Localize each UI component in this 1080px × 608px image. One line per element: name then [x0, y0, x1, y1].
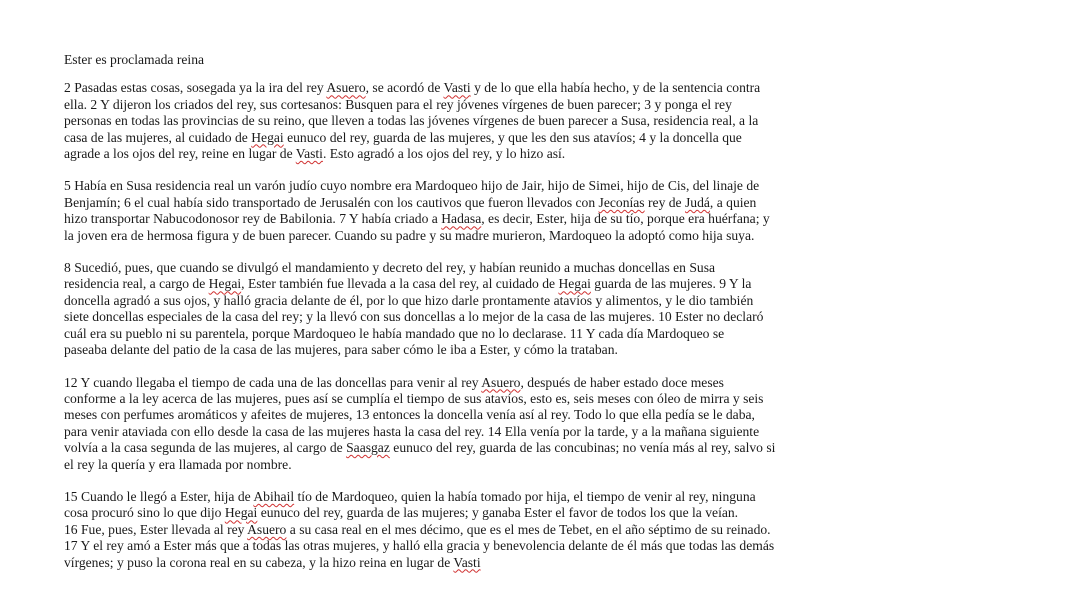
text-line: el rey la quería y era llamada por nombre. [64, 456, 292, 472]
document-body[interactable] [64, 52, 1009, 587]
text-line: 5 Había en Susa residencia real un varón judío cuyo nombre era Mardoqueo hijo de Jair, hijo de Simei, hijo de Cis, del linaje de [64, 178, 760, 194]
spellcheck-flagged-word[interactable]: Hegai [224, 505, 258, 521]
paragraph-list [64, 80, 1009, 571]
text-line: residencia real, a cargo de Hegai, Ester también fue llevada a la casa del rey, al cuidado de Hegai guarda de las mujeres. 9 Y la [64, 276, 752, 292]
text-line: ella. 2 Y dijeron los criados del rey, sus cortesanos: Busquen para el rey jóvenes vírgenes de buen parecer; 3 y ponga el rey [64, 96, 732, 112]
text-line: personas en todas las provincias de su reino, que lleven a todas las jóvenes vírgenes de buen parecer a Susa, residencia real, a la [64, 113, 759, 129]
text-line: vírgenes; y puso la corona real en su cabeza, y la hizo reina en lugar de Vasti [64, 554, 481, 570]
spellcheck-flagged-word[interactable]: Hegai [208, 276, 242, 292]
text-line: para venir ataviada con ello desde la casa de las mujeres hasta la casa del rey. 14 Ella venía por la tarde, y a la mañana siguiente [64, 423, 760, 439]
spellcheck-flagged-word[interactable]: Jeconías [598, 194, 645, 210]
text-line: siete doncellas especiales de la casa del rey; y la llevó con sus doncellas a lo mejor de la casa de las mujeres. 10 Ester no declaró [64, 309, 764, 325]
text-line: 15 Cuando le llegó a Ester, hija de Abihail tío de Mardoqueo, quien la había tomado por hija, el tiempo de venir al rey, ninguna [64, 488, 756, 504]
text-line: 8 Sucedió, pues, que cuando se divulgó el mandamiento y decreto del rey, y habían reunido a muchas doncellas en Susa [64, 260, 716, 276]
text-line: Benjamín; 6 el cual había sido transportado de Jerusalén con los cautivos que fueron llevados con Jeconías rey de Judá, a quien [64, 194, 757, 210]
paragraph [64, 489, 1009, 571]
text-line: doncella agradó a sus ojos, y halló gracia delante de él, por lo que hizo darle prontamente atavíos y alimentos, y le dio también [64, 292, 754, 308]
spellcheck-flagged-word[interactable]: Asuero [481, 374, 521, 390]
text-line: 2 Pasadas estas cosas, sosegada ya la ira del rey Asuero, se acordó de Vasti y de lo que ella había hecho, y de la sentencia contra [64, 80, 761, 96]
spellcheck-flagged-word[interactable]: Hadasa [441, 211, 482, 227]
text-line: meses con perfumes aromáticos y afeites de mujeres, 13 entonces la doncella venía así al rey. Todo lo que ella pedía se le daba, [64, 407, 755, 423]
paragraph [64, 260, 1009, 358]
spellcheck-flagged-word[interactable]: Vasti [295, 146, 323, 162]
text-line: volvía a la casa segunda de las mujeres, al cargo de Saasgaz eunuco del rey, guarda de las concubinas; no venía más al rey, salvo si [64, 440, 776, 456]
text-line: hizo transportar Nabucodonosor rey de Babilonia. 7 Y había criado a Hadasa, es decir, Ester, hija de su tío, porque era huérfana; y [64, 211, 770, 227]
spellcheck-flagged-word[interactable]: Hegai [251, 129, 284, 145]
text-line: cosa procuró sino lo que dijo Hegai eunuco del rey, guarda de las mujeres; y ganaba Ester el favor de todos los que la veían. [64, 505, 739, 521]
text-line: casa de las mujeres, al cuidado de Hegai eunuco del rey, guarda de las mujeres, y que les den sus atavíos; 4 y la doncella que [64, 129, 742, 145]
text-line: conforme a la ley acerca de las mujeres, pues así se cumplía el tiempo de sus atavíos, esto es, seis meses con óleo de mirra y seis [64, 390, 764, 406]
text-line: la joven era de hermosa figura y de buen parecer. Cuando su padre y su madre murieron, Mardoqueo la adoptó como hija suya. [64, 227, 755, 243]
spellcheck-flagged-word[interactable]: Asuero [247, 521, 287, 537]
paragraph [64, 375, 1009, 473]
text-line: 12 Y cuando llegaba el tiempo de cada una de las doncellas para venir al rey Asuero, después de haber estado doce meses [64, 374, 724, 390]
spellcheck-flagged-word[interactable]: Judá [685, 194, 710, 210]
spellcheck-flagged-word[interactable]: Vasti [453, 554, 481, 570]
paragraph [64, 80, 1009, 162]
text-line: 17 Y el rey amó a Ester más que a todas las otras mujeres, y halló ella gracia y benevolencia delante de él más que todas las demás [64, 538, 775, 554]
spellcheck-flagged-word[interactable]: Abihail [253, 488, 295, 504]
spellcheck-flagged-word[interactable]: Hegai [558, 276, 591, 292]
spellcheck-flagged-word[interactable]: Asuero [326, 80, 366, 96]
document-title: Ester es proclamada reina [64, 52, 205, 67]
text-line: agrade a los ojos del rey, reine en lugar de Vasti. Esto agradó a los ojos del rey, y lo hizo así. [64, 146, 566, 162]
paragraph [64, 178, 1009, 244]
spellcheck-flagged-word[interactable]: Saasgaz [346, 440, 390, 456]
spellcheck-flagged-word[interactable]: Vasti [443, 80, 471, 96]
text-line: 16 Fue, pues, Ester llevada al rey Asuero a su casa real en el mes décimo, que es el mes de Tebet, en el año séptimo de su reinado. [64, 521, 771, 537]
text-line: cuál era su pueblo ni su parentela, porque Mardoqueo le había mandado que no lo declarase. 11 Y cada día Mardoqueo se [64, 325, 725, 341]
text-line: paseaba delante del patio de la casa de las mujeres, para saber cómo le iba a Ester, y cómo la trataban. [64, 342, 618, 358]
